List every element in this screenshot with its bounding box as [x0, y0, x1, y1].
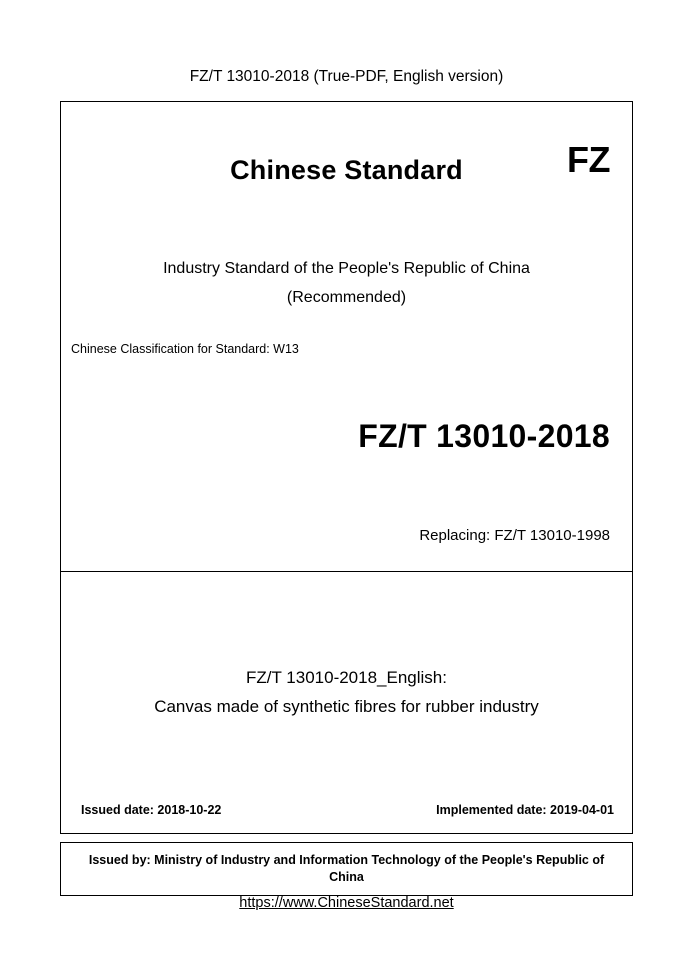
replacing-standard: Replacing: FZ/T 13010-1998	[419, 527, 610, 544]
cover-subtitle	[61, 254, 632, 312]
fz-logo: FZ	[567, 139, 610, 180]
classification-code: Chinese Classification for Standard: W13	[71, 342, 299, 356]
issued-by-box: Issued by: Ministry of Industry and Information Technology of the People's Republic of China	[60, 842, 633, 896]
english-title-line1: FZ/T 13010-2018_English:	[246, 668, 447, 687]
english-title-line2: Canvas made of synthetic fibres for rubber industry	[154, 697, 539, 716]
english-title	[61, 663, 632, 721]
footer-website-link[interactable]: https://www.ChineseStandard.net	[239, 895, 454, 911]
cover-lower-section	[61, 572, 632, 832]
implemented-date: Implemented date: 2019-04-01	[436, 803, 614, 817]
page-title: Chinese Standard	[230, 155, 463, 185]
page-header-title: FZ/T 13010-2018 (True-PDF, English version)	[189, 68, 504, 85]
cover-subtitle-line2: (Recommended)	[286, 289, 407, 306]
standard-number: FZ/T 13010-2018	[358, 418, 610, 454]
cover-upper-section	[61, 102, 632, 572]
cover-subtitle-line1: Industry Standard of the People's Republic of China	[163, 260, 530, 277]
issued-date: Issued date: 2018-10-22	[81, 803, 222, 817]
date-row	[61, 803, 632, 817]
cover-frame	[60, 101, 633, 834]
